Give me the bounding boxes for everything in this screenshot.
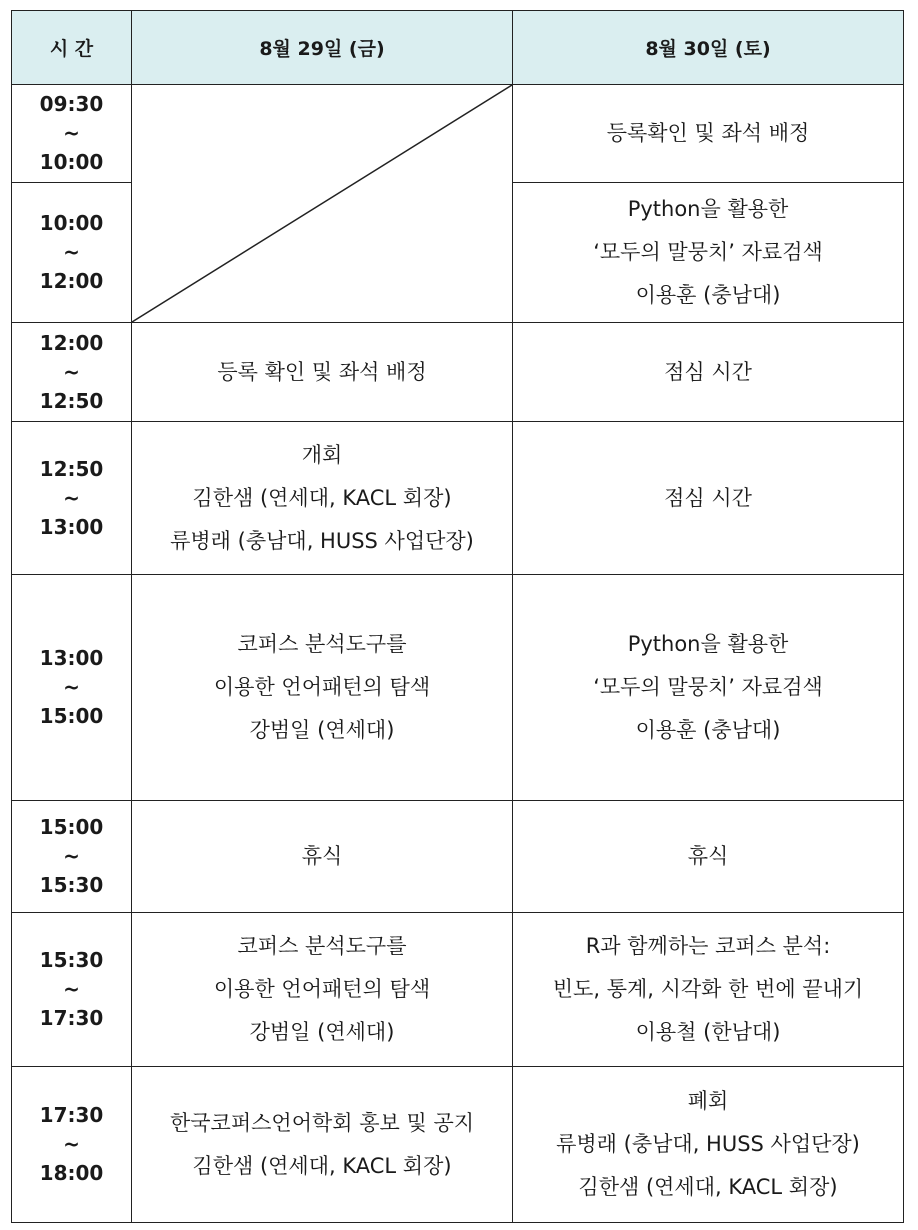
- session-line: Python을 활용한: [627, 197, 789, 221]
- session-cell: [513, 913, 904, 1067]
- session-line: 류병래 (충남대, HUSS 사업단장): [170, 528, 474, 553]
- time-sep: ~: [63, 1132, 80, 1156]
- time-start: 10:00: [39, 211, 104, 235]
- session-line: 김한샘 (연세대, KACL 회장): [578, 1175, 838, 1199]
- session-line: 이용훈 (충남대): [635, 283, 781, 307]
- session-line: 한국코퍼스언어학회 홍보 및 공지: [169, 1110, 475, 1135]
- empty-slot-diagonal: [132, 85, 513, 323]
- time-cell: [12, 575, 132, 801]
- time-cell: [12, 913, 132, 1067]
- session-line: 코퍼스 분석도구를: [237, 632, 407, 656]
- session-cell: [132, 575, 513, 801]
- session-line: 김한샘 (연세대, KACL 회장): [192, 485, 452, 510]
- session-cell: [513, 323, 904, 422]
- session-line: R과 함께하는 코퍼스 분석:: [585, 934, 831, 958]
- session-line: 개회: [301, 442, 343, 467]
- time-end: 15:30: [39, 873, 104, 897]
- table-row: [12, 575, 904, 801]
- session-line: 휴식: [687, 844, 729, 868]
- time-end: 13:00: [39, 514, 104, 539]
- time-cell: [12, 422, 132, 575]
- session-line: 폐회: [687, 1089, 729, 1113]
- header-day2: 8월 30일 (토): [513, 11, 904, 85]
- time-sep: ~: [63, 675, 80, 699]
- session-line: 이용한 언어패턴의 탐색: [213, 675, 431, 699]
- session-line: ‘모두의 말뭉치’ 자료검색: [593, 240, 823, 264]
- session-cell: [513, 801, 904, 913]
- time-cell: [12, 1067, 132, 1223]
- time-sep: ~: [63, 977, 80, 1001]
- session-cell: [513, 1067, 904, 1223]
- session-line: 등록 확인 및 좌석 배정: [217, 359, 427, 384]
- session-line: 강범일 (연세대): [249, 718, 395, 742]
- time-cell: [12, 323, 132, 422]
- table-row: [12, 323, 904, 422]
- session-cell: [132, 422, 513, 575]
- time-start: 17:30: [39, 1103, 104, 1127]
- session-cell: [513, 183, 904, 323]
- time-cell: [12, 801, 132, 913]
- table-row: [12, 85, 904, 183]
- session-cell: [132, 801, 513, 913]
- time-start: 13:00: [39, 646, 104, 670]
- header-day1: 8월 29일 (금): [132, 11, 513, 85]
- table-row: [12, 801, 904, 913]
- time-end: 15:00: [39, 704, 104, 728]
- session-cell: [132, 1067, 513, 1223]
- table-row: [12, 1067, 904, 1223]
- time-sep: ~: [63, 485, 80, 510]
- session-line: 점심 시간: [664, 359, 752, 384]
- diagonal-line: [132, 85, 512, 322]
- table-row: [12, 913, 904, 1067]
- session-line: 강범일 (연세대): [249, 1020, 395, 1044]
- schedule-table: [11, 10, 904, 1223]
- time-cell: [12, 183, 132, 323]
- time-start: 12:50: [39, 456, 104, 481]
- session-cell: [132, 913, 513, 1067]
- time-sep: ~: [63, 240, 80, 264]
- time-sep: ~: [63, 844, 80, 868]
- session-line: 김한샘 (연세대, KACL 회장): [192, 1153, 452, 1178]
- time-end: 18:00: [39, 1161, 104, 1185]
- session-cell: [513, 422, 904, 575]
- session-line: 휴식: [301, 844, 343, 868]
- time-end: 10:00: [39, 150, 104, 174]
- time-sep: ~: [63, 359, 80, 384]
- session-line: 이용훈 (충남대): [635, 718, 781, 742]
- session-line: ‘모두의 말뭉치’ 자료검색: [593, 675, 823, 699]
- header-time: 시 간: [12, 11, 132, 85]
- session-cell: [132, 323, 513, 422]
- time-end: 12:00: [39, 269, 104, 293]
- header-row: [12, 11, 904, 85]
- time-sep: ~: [63, 121, 80, 145]
- table-row: [12, 422, 904, 575]
- time-start: 12:00: [39, 330, 104, 355]
- session-line: 코퍼스 분석도구를: [237, 934, 407, 958]
- time-end: 12:50: [39, 388, 104, 413]
- session-line: 빈도, 통계, 시각화 한 번에 끝내기: [552, 977, 864, 1001]
- session-line: 등록확인 및 좌석 배정: [606, 121, 810, 145]
- time-start: 09:30: [39, 92, 104, 116]
- session-cell: [513, 575, 904, 801]
- time-cell: [12, 85, 132, 183]
- session-cell: [513, 85, 904, 183]
- session-line: Python을 활용한: [627, 632, 789, 656]
- time-start: 15:00: [39, 815, 104, 839]
- session-line: 류병래 (충남대, HUSS 사업단장): [556, 1132, 860, 1156]
- session-line: 이용철 (한남대): [635, 1020, 781, 1044]
- session-line: 이용한 언어패턴의 탐색: [213, 977, 431, 1001]
- time-end: 17:30: [39, 1006, 104, 1030]
- time-start: 15:30: [39, 948, 104, 972]
- session-line: 점심 시간: [664, 485, 752, 510]
